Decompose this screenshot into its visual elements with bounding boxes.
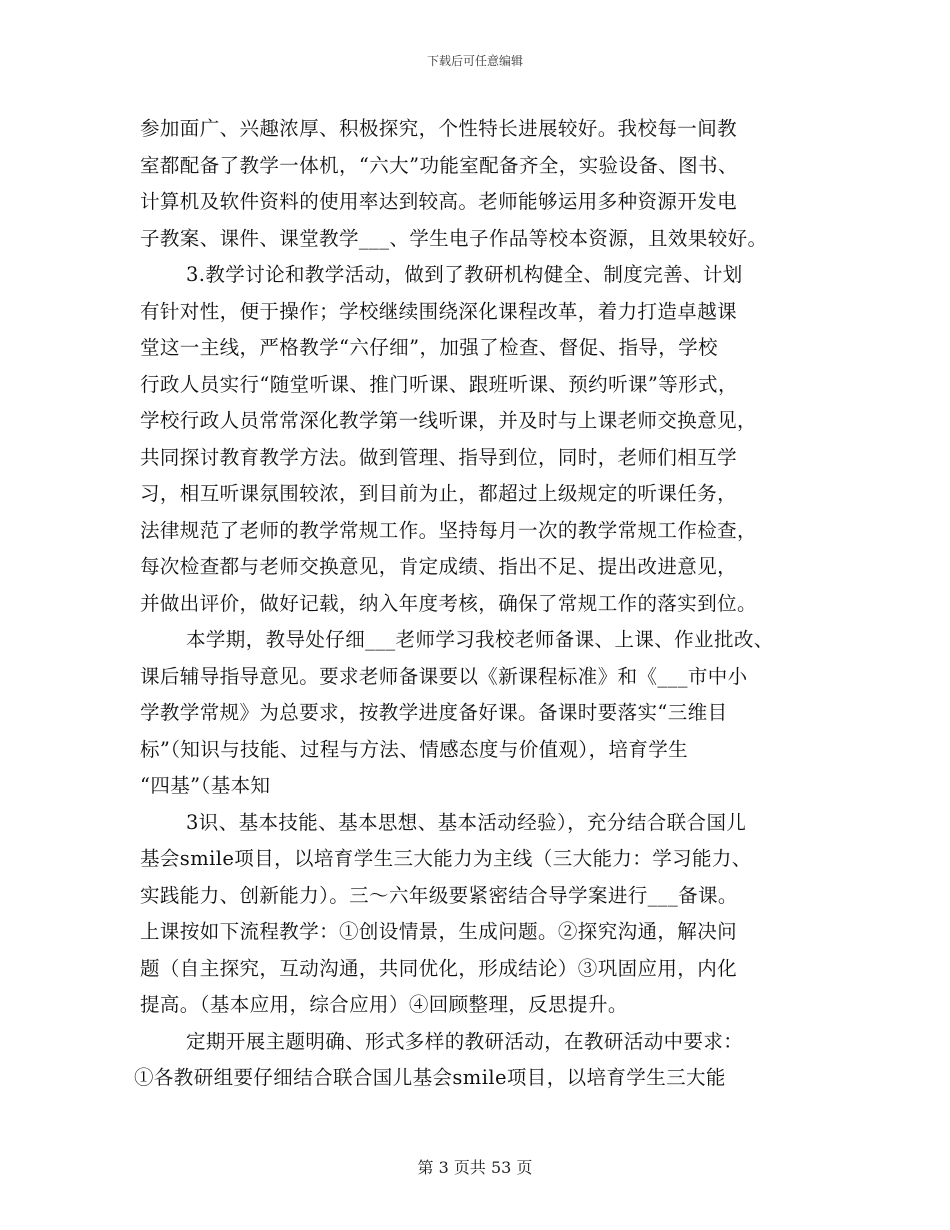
page-footer: 第 3 页共 53 页 <box>417 1158 533 1177</box>
paragraph-start-line: 本学期，教导处仔细___老师学习我校老师备课、上课、作业批改、 <box>186 628 774 651</box>
paragraph-start-line: 3.教学讨论和教学活动，做到了教研机构健全、制度完善、计划 <box>186 263 743 286</box>
text-line: “四基”（基本知 <box>140 774 271 797</box>
text-line: 法律规范了老师的教学常规工作。坚持每月一次的教学常规工作检查， <box>140 518 757 542</box>
text-line: 题（自主探究，互动沟通，共同优化，形成结论）③巩固应用，内化 <box>140 956 738 980</box>
text-line: 学教学常规》为总要求，按教学进度备好课。备课时要落实“三维目 <box>140 701 728 724</box>
text-line: 每次检查都与老师交换意见，肯定成绩、指出不足、提出改进意见， <box>140 555 738 578</box>
page-header: 下载后可任意编辑 <box>426 54 523 68</box>
text-line: 行政人员实行“随堂听课、推门听课、跟班听课、预约听课”等形式， <box>140 372 738 396</box>
text-line: 并做出评价，做好记载，纳入年度考核，确保了常规工作的落实到位。 <box>140 591 757 615</box>
paragraph-start-line: 3识、基本技能、基本思想、基本活动经验），充分结合联合国儿 <box>186 810 747 834</box>
paragraph-start-line: 定期开展主题明确、形式多样的教研活动，在教研活动中要求： <box>186 1029 744 1053</box>
text-line: 共同探讨教育教学方法。做到管理、指导到位，同时，老师们相互学 <box>140 445 738 469</box>
text-line: 基会smile项目，以培育学生三大能力为主线（三大能力：学习能力、 <box>140 847 752 870</box>
text-line: 提高。（基本应用，综合应用）④回顾整理，反思提升。 <box>140 993 628 1016</box>
text-line: 实践能力、创新能力）。三～六年级要紧密结合导学案进行___备课。 <box>140 883 738 907</box>
text-line: 堂这一主线，严格教学“六仔细”，加强了检查、督促、指导，学校 <box>140 336 718 359</box>
text-line: 子教案、课件、课堂教学___、学生电子作品等校本资源，且效果较好。 <box>140 226 768 250</box>
text-line: 标”（知识与技能、过程与方法、情感态度与价值观），培育学生 <box>140 737 689 761</box>
text-line: ①各教研组要仔细结合联合国儿基会smile项目，以培育学生三大能 <box>134 1066 726 1089</box>
text-line: 上课按如下流程教学：①创设情景，生成问题。②探究沟通，解决问 <box>140 920 738 943</box>
text-line: 有针对性，便于操作；学校继续围绕深化课程改革，着力打造卓越课 <box>140 299 738 323</box>
text-line: 习，相互听课氛围较浓，到目前为止，都超过上级规定的听课任务， <box>140 482 738 505</box>
document-body <box>134 111 830 1097</box>
text-line: 参加面广、兴趣浓厚、积极探究，个性特长进展较好。我校每一间教 <box>140 117 738 140</box>
text-line: 计算机及软件资料的使用率达到较高。老师能够运用多种资源开发电 <box>140 190 738 213</box>
text-line: 学校行政人员常常深化教学第一线听课，并及时与上课老师交换意见， <box>140 409 757 432</box>
text-line: 室都配备了教学一体机，“六大”功能室配备齐全，实验设备、图书、 <box>140 153 738 177</box>
text-line: 课后辅导指导意见。要求老师备课要以《新课程标准》和《___市中小 <box>140 664 748 688</box>
